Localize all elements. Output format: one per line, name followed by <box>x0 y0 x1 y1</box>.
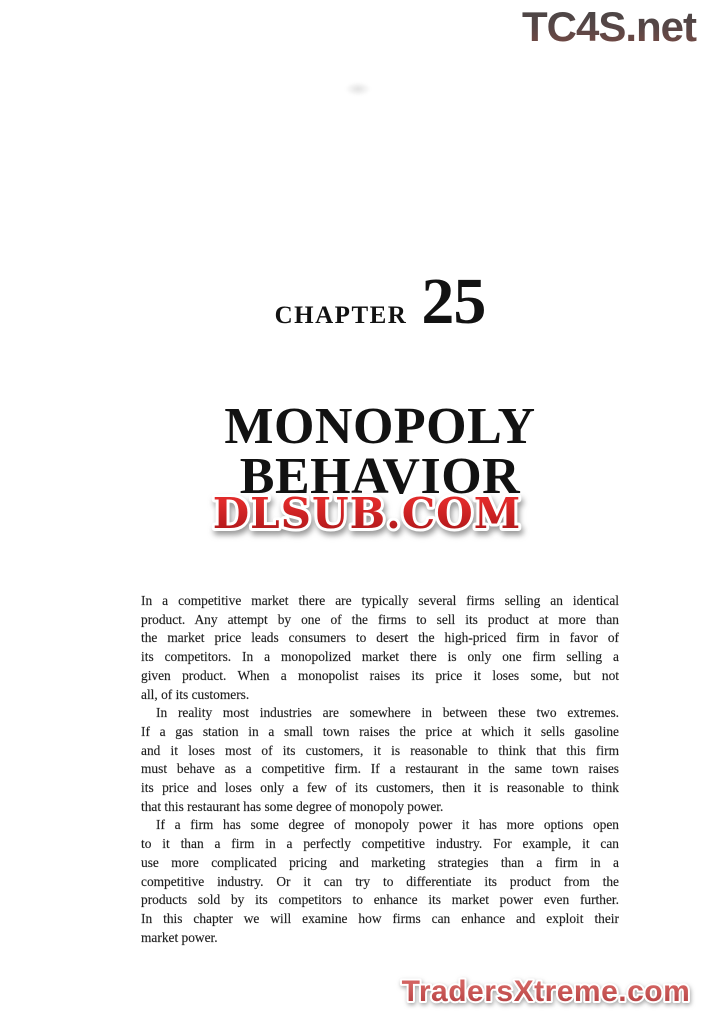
text-line: must behave as a competitive firm. If a restaurant in the same town raises <box>141 761 619 777</box>
text-line: In a competitive market there are typically several firms selling an identical <box>141 593 619 608</box>
text-line: use more complicated pricing and marketing strategies than a firm in a <box>141 854 619 870</box>
text-line: If a gas station in a small town raises the price at which it sells gasoline <box>141 723 619 739</box>
text-line: market power. <box>141 929 218 945</box>
text-line: the market price leads consumers to desert the high-priced firm in favor of <box>141 630 619 646</box>
dlsub-watermark <box>211 481 523 545</box>
dlsub-watermark-text: DLSUB.COM <box>212 489 522 538</box>
chapter-title-line1: MONOPOLY <box>224 398 536 455</box>
paragraph <box>141 592 619 704</box>
traders-watermark-text: TradersXtreme.com <box>401 975 691 1008</box>
text-line: In this chapter we will examine how firms can enhance and exploit their <box>141 910 619 926</box>
text-line: In reality most industries are somewhere in between these two extremes. <box>156 705 619 721</box>
text-line: competitive industry. Or it can try to differentiate its product from the <box>141 873 619 889</box>
text-line: all, of its customers. <box>141 686 250 702</box>
text-line: product. Any attempt by one of the firms to sell its product at more than <box>141 611 619 627</box>
paragraph <box>141 704 619 816</box>
tc4s-watermark <box>507 0 712 52</box>
traders-watermark <box>378 968 713 1012</box>
chapter-number: 25 <box>421 265 486 338</box>
text-line: its competitors. In a monopolized market there is only one firm selling a <box>141 649 619 665</box>
tc4s-watermark-text: TC4S.net <box>521 3 697 50</box>
text-line: to it than a firm in a perfectly competitive industry. For example, it can <box>141 836 619 852</box>
text-line: given product. When a monopolist raises its price it loses some, but not <box>141 667 619 683</box>
text-line: and it loses most of its customers, it is reasonable to think that this firm <box>141 742 619 758</box>
text-line: If a firm has some degree of monopoly power it has more options open <box>156 817 619 833</box>
scan-smudge <box>345 82 371 96</box>
body-text <box>141 592 619 947</box>
text-line: that this restaurant has some degree of monopoly power. <box>141 798 444 814</box>
chapter-heading <box>140 264 620 340</box>
chapter-title-line2: BEHAVIOR <box>239 448 521 505</box>
text-line: its price and loses only a few of its customers, then it is reasonable to think <box>141 780 619 796</box>
chapter-label: CHAPTER <box>274 302 408 329</box>
paragraph <box>141 816 619 947</box>
text-line: products sold by its competitors to enhance its market power even further. <box>141 892 619 908</box>
